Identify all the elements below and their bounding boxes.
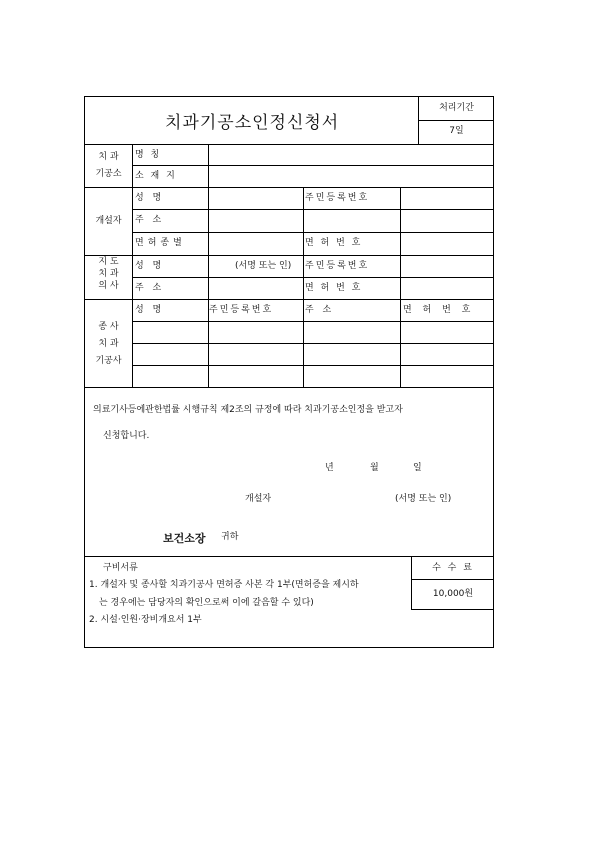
divider	[85, 187, 494, 188]
supervisor-group-label: 치 과	[98, 269, 119, 279]
docs-item: 2. 시설·인원·장비개요서 1부	[89, 615, 202, 625]
processing-period-value: 7일	[449, 126, 464, 136]
divider	[411, 579, 494, 580]
fee-value: 10,000원	[432, 589, 474, 599]
docs-item: 는 경우에는 담당자의 확인으로써 이에 갈음할 수 있다)	[99, 598, 314, 608]
lab-group-label: 치 과	[98, 152, 119, 162]
divider	[303, 187, 304, 299]
staff-group-label: 치 과	[98, 339, 119, 349]
date-year: 년	[325, 463, 334, 473]
founder-name-label: 성 명	[135, 193, 165, 203]
divider	[85, 387, 494, 388]
supervisor-license-no-label: 면 허 번 호	[305, 283, 363, 293]
staff-col-rrn: 주민등록번호	[209, 305, 274, 315]
lab-group-label: 기공소	[95, 169, 122, 179]
docs-item: 1. 개설자 및 종사할 치과기공사 면허증 사본 각 1부(면허증을 제시하	[89, 580, 359, 590]
divider	[132, 232, 494, 233]
statement-line: 의료기사등에관한법률 시행규칙 제2조의 규정에 따라 치과기공소인정을 받고자	[93, 405, 403, 415]
lab-location-label: 소 재 지	[135, 171, 177, 181]
founder-group-label: 개설자	[95, 216, 122, 226]
application-form	[84, 96, 494, 648]
divider	[85, 255, 494, 256]
divider	[85, 299, 494, 300]
date-month: 월	[370, 463, 379, 473]
applicant-label: 개설자	[245, 494, 272, 504]
divider	[303, 299, 304, 387]
divider	[411, 609, 494, 610]
processing-period-label: 처리기간	[439, 103, 474, 113]
divider	[132, 277, 494, 278]
staff-col-address: 주 소	[305, 305, 335, 315]
statement-line: 신청합니다.	[103, 431, 150, 441]
divider	[132, 144, 133, 387]
divider	[132, 321, 494, 322]
divider	[132, 209, 494, 210]
divider	[132, 165, 494, 166]
fee-label: 수 수 료	[432, 563, 474, 573]
divider	[208, 187, 209, 299]
staff-col-license: 면 허 번 호	[403, 305, 475, 315]
supervisor-name-label: 성 명	[135, 261, 165, 271]
supervisor-address-label: 주 소	[135, 283, 165, 293]
lab-name-label: 명 칭	[135, 150, 162, 160]
staff-col-name: 성 명	[135, 305, 165, 315]
founder-rrn-label: 주민등록번호	[305, 193, 370, 203]
supervisor-sign-note: (서명 또는 인)	[235, 261, 292, 271]
divider	[208, 144, 209, 187]
founder-license-type-label: 면허종별	[135, 238, 186, 248]
founder-address-label: 주 소	[135, 215, 165, 225]
divider	[418, 120, 494, 121]
applicant-sign-note: (서명 또는 인)	[395, 494, 452, 504]
divider	[85, 144, 494, 145]
divider	[132, 343, 494, 344]
date-day: 일	[413, 463, 422, 473]
divider	[400, 299, 401, 387]
supervisor-group-label: 의 사	[98, 281, 119, 291]
divider	[85, 556, 494, 557]
founder-license-no-label: 면 허 번 호	[305, 238, 363, 248]
divider	[132, 365, 494, 366]
addressee-suffix: 귀하	[221, 532, 239, 542]
docs-header: 구비서류	[103, 563, 138, 573]
staff-group-label: 기공사	[95, 356, 122, 366]
addressee: 보건소장	[163, 532, 206, 545]
supervisor-group-label: 지 도	[98, 257, 119, 267]
staff-group-label: 종 사	[98, 322, 119, 332]
divider	[400, 187, 401, 299]
supervisor-rrn-label: 주민등록번호	[305, 261, 370, 271]
form-title: 치과기공소인정신청서	[165, 113, 340, 133]
